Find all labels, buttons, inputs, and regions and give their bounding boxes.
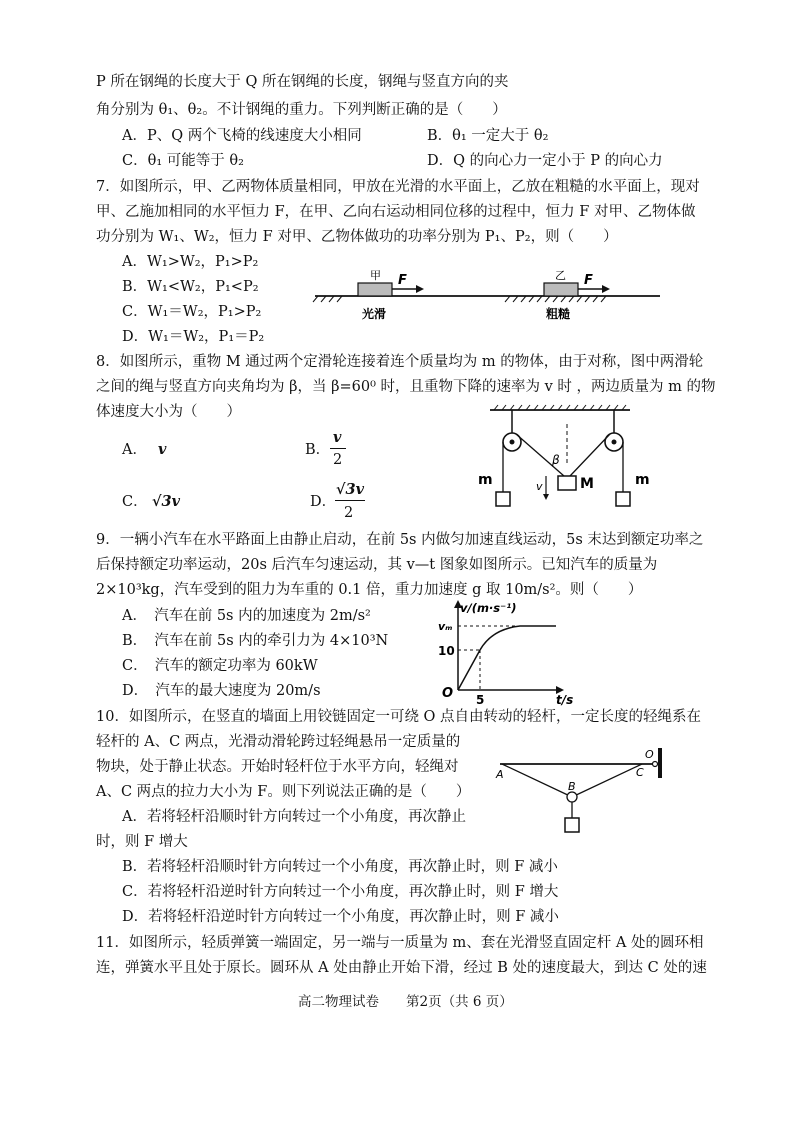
force-arrowhead-jia: [416, 285, 424, 293]
velocity-arrowhead: [543, 494, 549, 500]
q8-option-b-label: B．: [305, 442, 331, 458]
q8-option-d-denominator: 2: [344, 505, 354, 521]
q8-option-d-fraction-bar: [335, 500, 365, 501]
q10-line4: A、C 两点的拉力大小为 F。则下列说法正确的是（ ）: [96, 784, 471, 800]
label-vm: vₘ: [438, 620, 453, 633]
left-pulley-axle: [510, 440, 515, 445]
q9-line1: 9．一辆小汽车在水平路面上由静止启动，在前 5s 内做匀加速直线运动，5s 末达到额定功率之: [96, 532, 704, 548]
q10-option-a-line2: 时，则 F 增大: [96, 834, 188, 850]
label-O: O: [645, 748, 654, 761]
force-arrowhead-yi: [602, 285, 610, 293]
label-m-right: m: [635, 472, 650, 488]
rope-right-to-M: [570, 434, 610, 476]
block-jia: [358, 283, 392, 296]
q9-option-d: D． 汽车的最大速度为 20m/s: [122, 683, 321, 699]
q7-line2: 甲、乙施加相同的水平恒力 F，在甲、乙向右运动相同位移的过程中，恒力 F 对甲、乙物体做: [96, 204, 696, 220]
hanging-block: [565, 818, 579, 832]
q11-line1: 11．如图所示，轻质弹簧一端固定，另一端与一质量为 m、套在光滑竖直固定杆 A 处的圆环相: [96, 935, 704, 951]
t-axis-label: t/s: [556, 693, 574, 707]
label-v: v: [536, 480, 543, 493]
movable-pulley: [567, 792, 577, 802]
q8-option-b-numerator: v: [333, 429, 342, 446]
label-C: C: [636, 766, 644, 779]
q9-vt-graph: [430, 600, 580, 708]
q9-line3: 2×10³kg，汽车受到的阻力为车重的 0.1 倍，重力加速度 g 取 10m/s²。则（ ）: [96, 582, 643, 598]
q8-line3: 体速度大小为（ ）: [96, 404, 241, 420]
q8-option-a-value: v: [158, 441, 167, 458]
q8-option-d-label: D．: [310, 494, 337, 510]
right-pulley-axle: [612, 440, 617, 445]
label-M: M: [580, 476, 594, 492]
q9-option-b: B． 汽车在前 5s 内的牵引力为 4×10³N: [122, 633, 389, 649]
q8-option-d-numerator: √3v: [336, 481, 365, 498]
label-five: 5: [476, 693, 485, 707]
q7-option-a: A．W₁>W₂，P₁>P₂: [122, 254, 259, 270]
q9-option-a: A． 汽车在前 5s 内的加速度为 2m/s²: [122, 608, 371, 624]
q8-option-a-label: A．: [122, 442, 147, 458]
hinge-O: [653, 762, 658, 767]
label-B: B: [568, 780, 576, 793]
q6-line1: P 所在钢绳的长度大于 Q 所在钢绳的长度，钢绳与竖直方向的夹: [96, 74, 509, 90]
q9-option-c: C． 汽车的额定功率为 60kW: [122, 658, 318, 674]
right-block-m: [616, 492, 630, 506]
label-rough: 粗糙: [546, 307, 571, 321]
q7-figure: [310, 266, 665, 326]
q7-option-c: C．W₁＝W₂，P₁>P₂: [122, 304, 262, 320]
q10-line3: 物块，处于静止状态。开始时轻杆位于水平方向，轻绳对: [96, 759, 459, 775]
q7-line3: 功分别为 W₁、W₂，恒力 F 对甲、乙物体做功的功率分别为 P₁、P₂，则（ ）: [96, 229, 618, 245]
q10-option-b: B．若将轻杆沿顺时针方向转过一个小角度，再次静止时，则 F 减小: [122, 859, 558, 875]
q6-line2: 角分别为 θ₁、θ₂。不计钢绳的重力。下列判断正确的是（ ）: [96, 102, 507, 118]
label-force-yi: F: [584, 273, 593, 288]
q8-option-c-value: √3v: [152, 493, 181, 510]
q10-figure: [492, 740, 692, 850]
label-ten: 10: [438, 644, 455, 658]
v-axis-label: v/(m·s⁻¹): [460, 601, 517, 615]
label-smooth: 光滑: [362, 307, 387, 321]
vt-curve: [458, 626, 556, 690]
q10-option-c: C．若将轻杆沿逆时针方向转过一个小角度，再次静止时，则 F 增大: [122, 884, 559, 900]
left-block-m: [496, 492, 510, 506]
rope-B-C: [572, 764, 642, 797]
label-yi: 乙: [555, 269, 566, 282]
q10-line2: 轻杆的 A、C 两点，光滑动滑轮跨过轻绳悬吊一定质量的: [96, 734, 461, 750]
label-A: A: [496, 768, 504, 781]
q7-option-d: D．W₁＝W₂，P₁＝P₂: [122, 329, 265, 345]
q10-line1: 10．如图所示，在竖直的墙面上用铰链固定一可绕 O 点自由转动的轻杆，一定长度的轻绳系在: [96, 709, 702, 725]
q6-option-a: A．P、Q 两个飞椅的线速度大小相同: [122, 128, 362, 144]
block-yi: [544, 283, 578, 296]
q8-line1: 8．如图所示，重物 M 通过两个定滑轮连接着连个质量均为 m 的物体，由于对称，图中两滑轮: [96, 354, 704, 370]
rope-A-B: [502, 764, 572, 797]
page-footer: 高二物理试卷 第2页（共 6 页）: [298, 994, 513, 1010]
label-force-jia: F: [398, 273, 407, 288]
label-beta: β: [552, 453, 560, 467]
q7-option-b: B．W₁<W₂，P₁<P₂: [122, 279, 259, 295]
block-M: [558, 476, 576, 490]
label-origin: O: [442, 686, 454, 701]
q6-option-b: B．θ₁ 一定大于 θ₂: [427, 128, 549, 144]
q8-line2: 之间的绳与竖直方向夹角均为 β，当 β=60⁰ 时，且重物下降的速率为 v 时 ，两边质量为 m 的物: [96, 379, 716, 395]
q11-line2: 连，弹簧水平且处于原长。圆环从 A 处由静止开始下滑，经过 B 处的速度最大，到达 C 处的速: [96, 960, 707, 976]
q8-option-c-label: C．: [122, 494, 148, 510]
q7-line1: 7．如图所示，甲、乙两物体质量相同，甲放在光滑的水平面上，乙放在粗糙的水平面上，现对: [96, 179, 700, 195]
q6-option-d: D．Q 的向心力一定小于 P 的向心力: [427, 153, 663, 169]
q9-line2: 后保持额定功率运动，20s 后汽车匀速运动，其 v—t 图象如图所示。已知汽车的质量为: [96, 557, 658, 573]
q8-pulley-figure: [470, 404, 670, 514]
label-m-left: m: [478, 472, 493, 488]
q6-option-c: C．θ₁ 可能等于 θ₂: [122, 153, 244, 169]
q10-option-a-line1: A．若将轻杆沿顺时针方向转过一个小角度，再次静止: [122, 809, 466, 825]
label-jia: 甲: [370, 269, 381, 282]
q8-option-b-denominator: 2: [333, 452, 343, 468]
q10-option-d: D．若将轻杆沿逆时针方向转过一个小角度，再次静止时，则 F 减小: [122, 909, 559, 925]
q8-option-b-fraction-bar: [330, 448, 346, 449]
